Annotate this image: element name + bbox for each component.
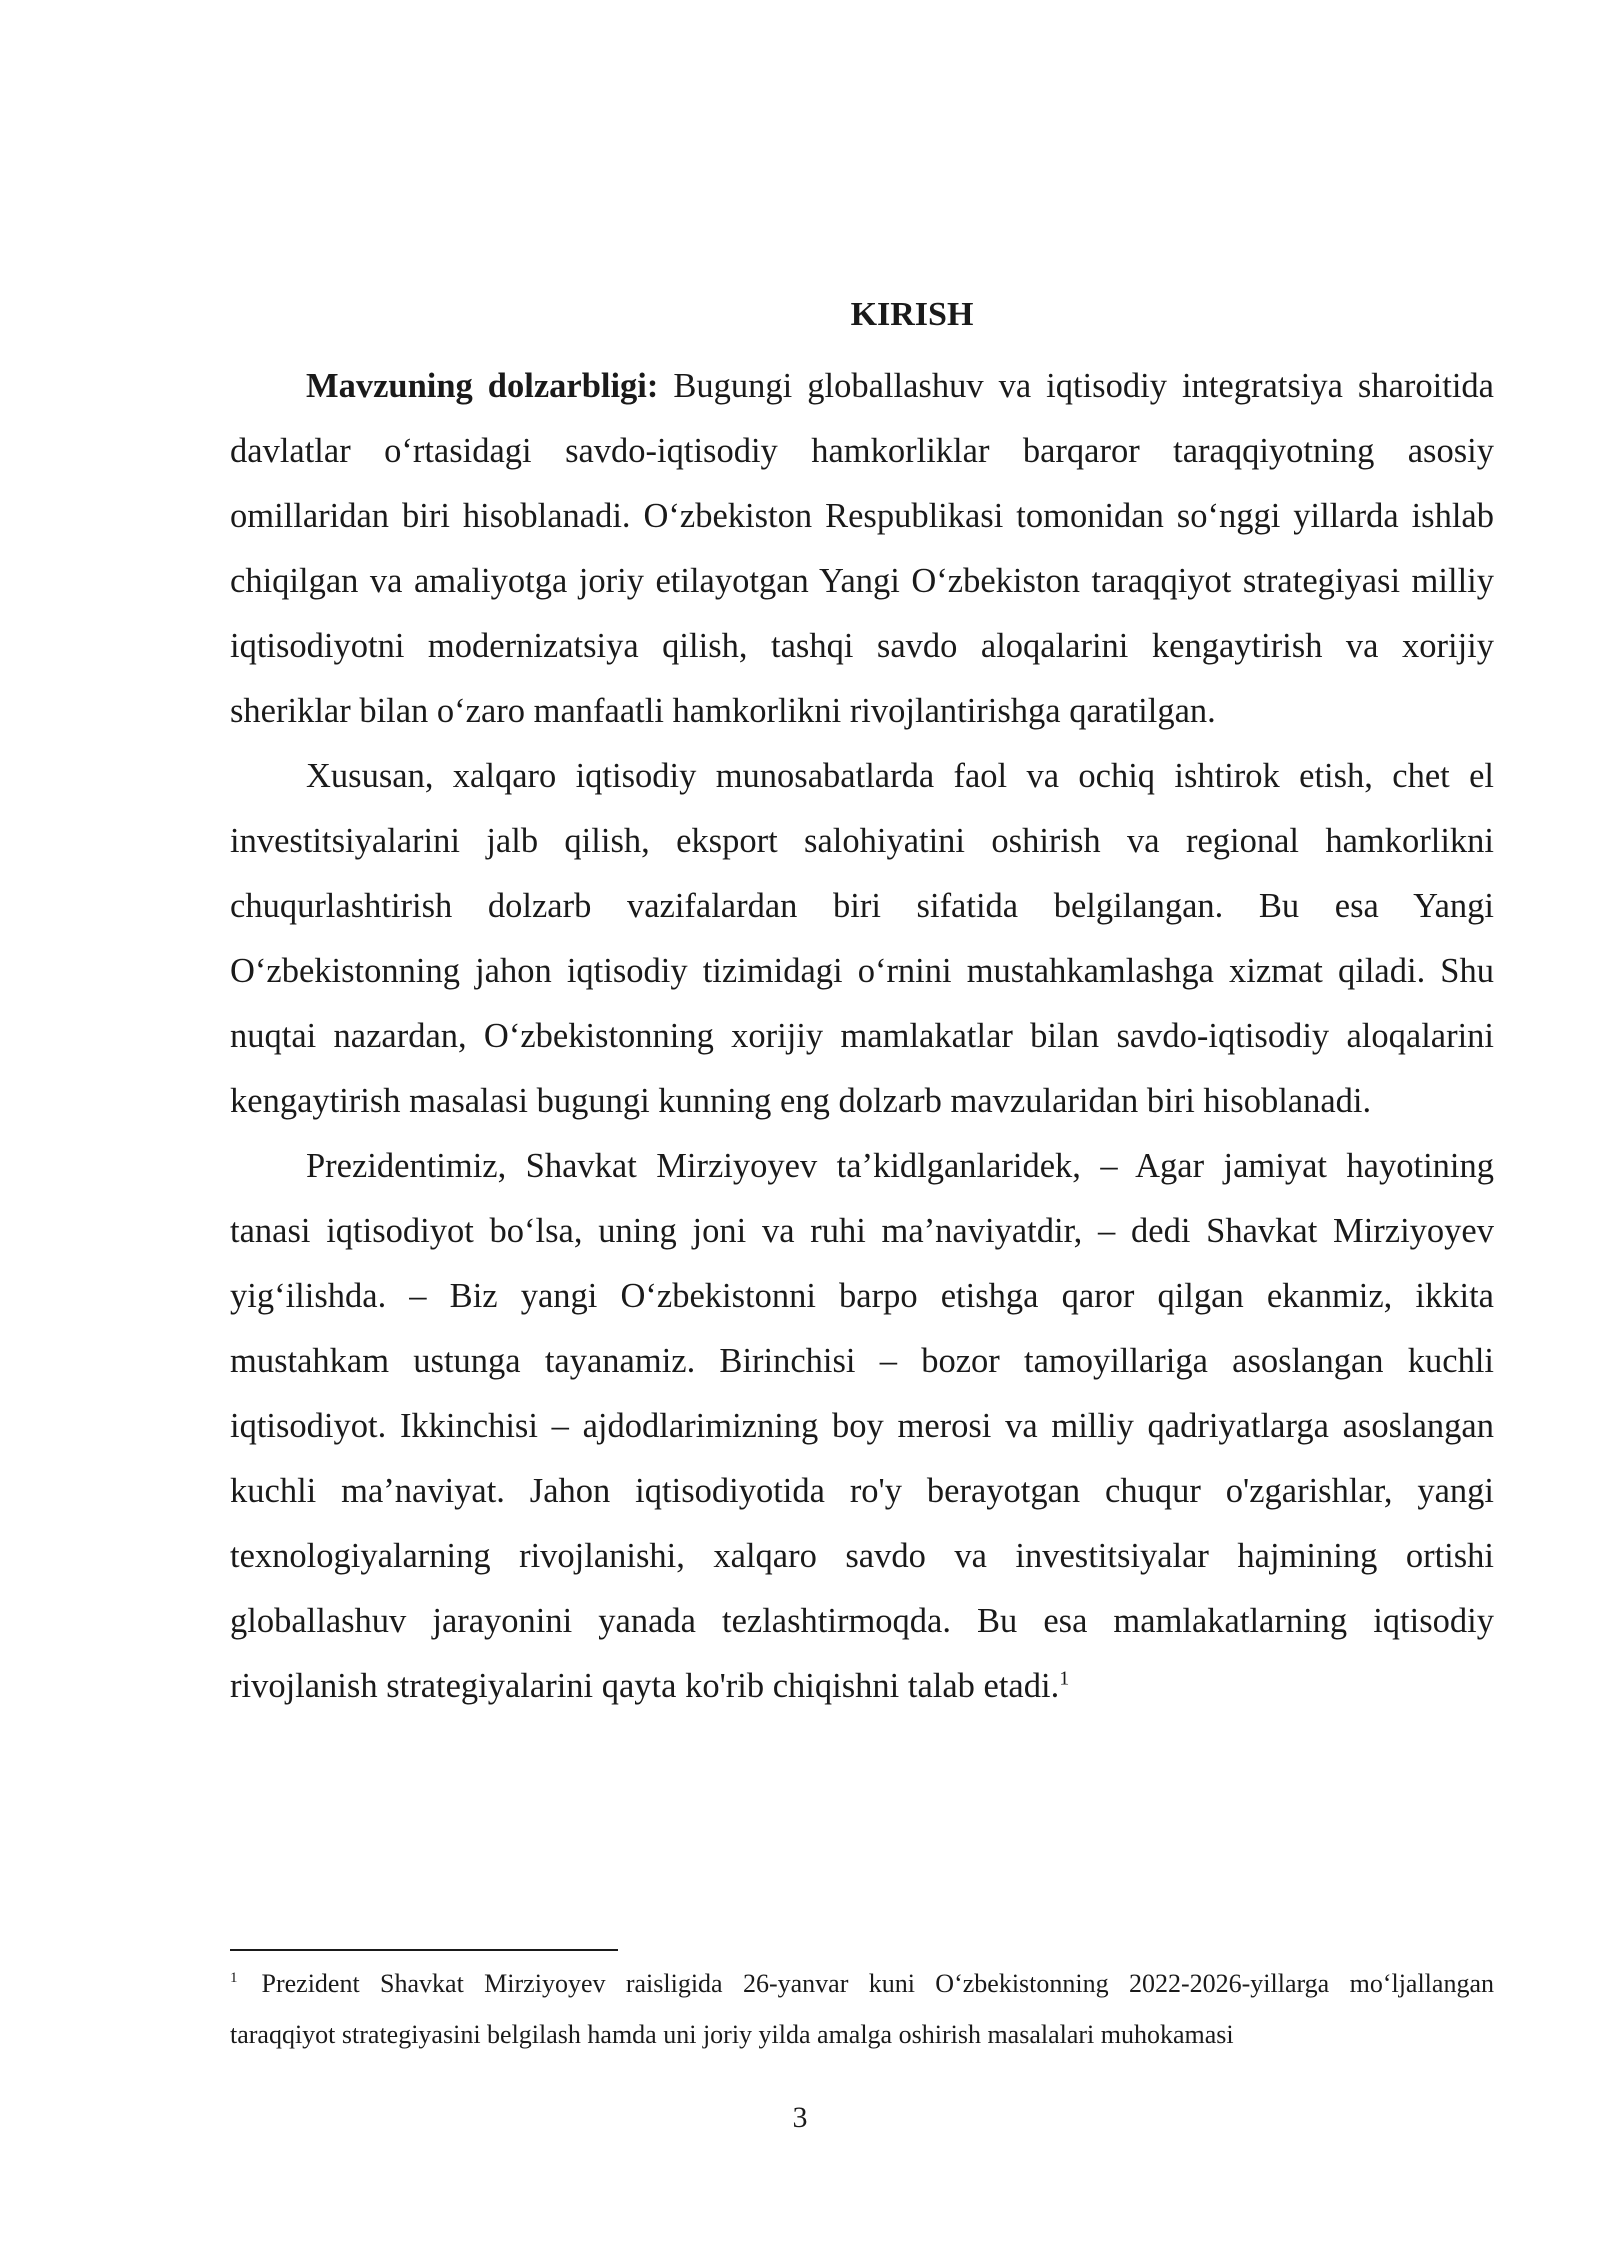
paragraph-relevance	[230, 354, 1494, 744]
paragraph-relevance-text: Bugungi globallashuv va iqtisodiy integratsiya sharoitida davlatlar oʻrtasidagi savdo-iqtisodiy hamkorliklar barqaror taraqqiyotning asosiy omillaridan biri hisoblanadi. Oʻzbekiston Respublikasi tomonidan soʻnggi yillarda ishlab chiqilgan va amaliyotga joriy etilayotgan Yangi Oʻzbekiston taraqqiyot strategiyasi milliy iqtisodiyotni modernizatsiya qilish, tashqi savdo aloqalarini kengaytirish va xorijiy sheriklar bilan oʻzaro manfaatli hamkorlikni rivojlantirishga qaratilgan.	[230, 367, 1494, 730]
footnote-separator	[230, 1949, 618, 1951]
footnote-marker: 1	[230, 1970, 238, 1987]
section-heading: KIRISH	[850, 296, 974, 333]
paragraph-president-quote	[230, 1134, 1494, 1719]
footnote-reference[interactable]: 1	[1059, 1667, 1070, 1690]
page-number: 3	[792, 2101, 808, 2134]
paragraph-international-relations: Xususan, xalqaro iqtisodiy munosabatlarda faol va ochiq ishtirok etish, chet el investitsiyalarini jalb qilish, eksport salohiyatini oshirish va regional hamkorlikni chuqurlashtirish dolzarb vazifalardan biri sifatida belgilangan. Bu esa Yangi Oʻzbekistonning jahon iqtisodiy tizimidagi oʻrnini mustahkamlashga xizmat qiladi. Shu nuqtai nazardan, Oʻzbekistonning xorijiy mamlakatlar bilan savdo-iqtisodiy aloqalarini kengaytirish masalasi bugungi kunning eng dolzarb mavzularidan biri hisoblanadi.	[230, 757, 1494, 1120]
footnote	[230, 1958, 1494, 2060]
document-body	[230, 290, 1494, 1719]
paragraph-president-quote-text: Prezidentimiz, Shavkat Mirziyoyev ta’kidlganlaridek, – Agar jamiyat hayotining tanasi iqtisodiyot boʻlsa, uning joni va ruhi ma’naviyatdir, – dedi Shavkat Mirziyoyev yigʻilishda. – Biz yangi Oʻzbekistonni barpo etishga qaror qilgan ekanmiz, ikkita mustahkam ustunga tayanamiz. Birinchisi – bozor tamoyillariga asoslangan kuchli iqtisodiyot. Ikkinchisi – ajdodlarimizning boy merosi va milliy qadriyatlarga asoslangan kuchli ma’naviyat. Jahon iqtisodiyotida ro'y berayotgan chuqur o'zgarishlar, yangi texnologiyalarning rivojlanishi, xalqaro savdo va investitsiyalar hajmining ortishi globallashuv jarayonini yanada tezlashtirmoqda. Bu esa mamlakatlarning iqtisodiy rivojlanish strategiyalarini qayta ko'rib chiqishni talab etadi.	[230, 1147, 1494, 1705]
paragraph-lead-label: Mavzuning dolzarbligi:	[306, 367, 659, 405]
footnote-text: Prezident Shavkat Mirziyoyev raisligida 26-yanvar kuni Oʻzbekistonning 2022-2026-yillarga moʻljallangan taraqqiyot strategiyasini belgilash hamda uni joriy yilda amalga oshirish masalalari muhokamasi	[230, 1969, 1494, 2049]
